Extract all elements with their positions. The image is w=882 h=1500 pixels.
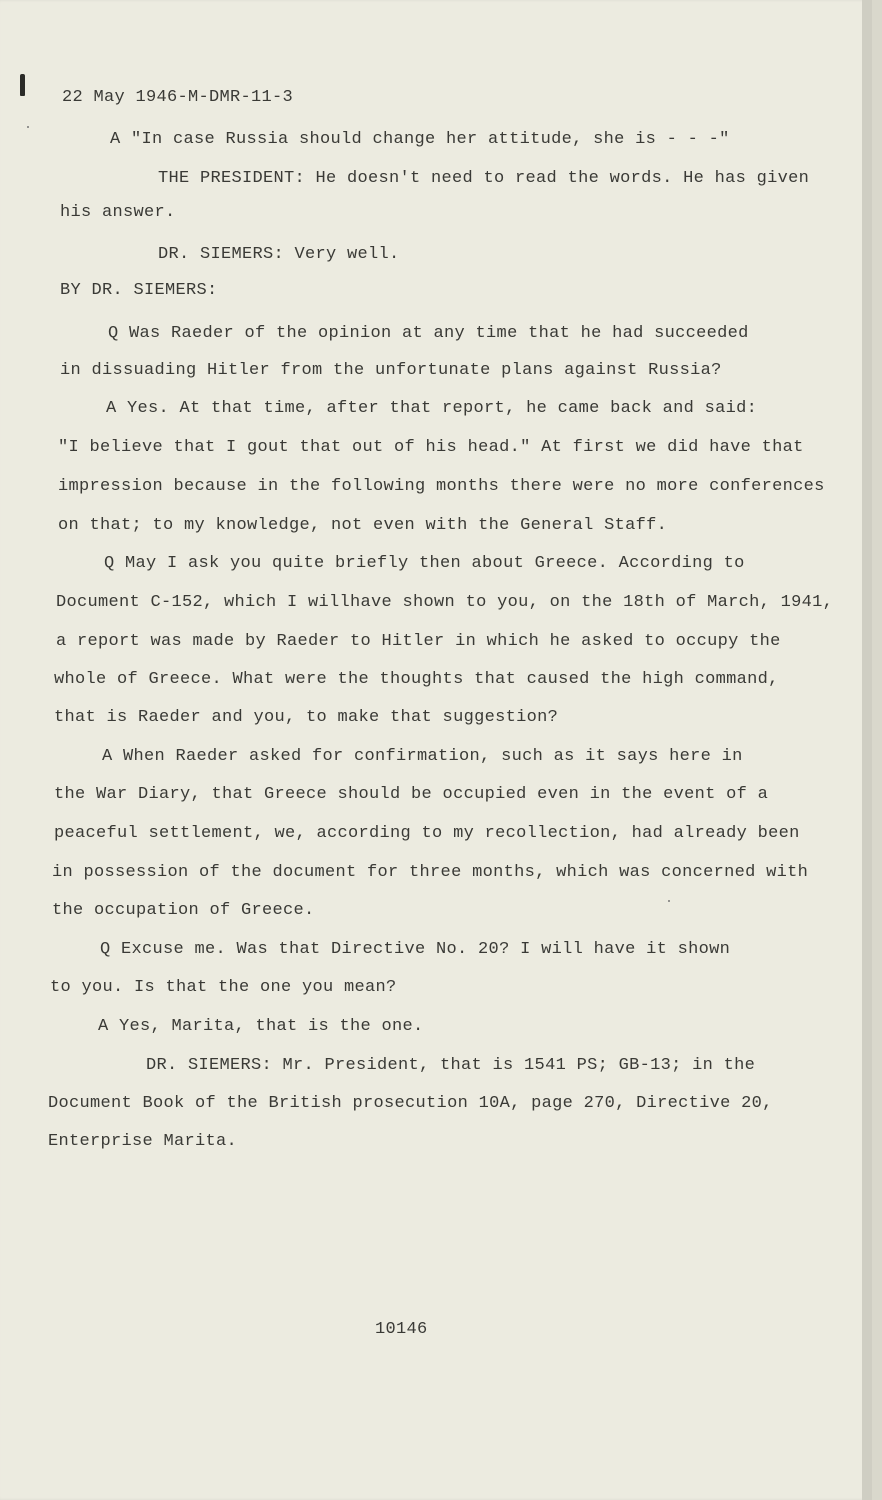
text-line: on that; to my knowledge, not even with the General Staff. [58,516,668,535]
text-line: A Yes, Marita, that is the one. [98,1017,424,1036]
text-line: the occupation of Greece. [52,901,315,920]
page-edge [862,0,872,1500]
text-line: A When Raeder asked for confirmation, such as it says here in [102,747,743,766]
ink-speck [27,126,29,128]
text-line: in possession of the document for three months, which was concerned with [52,863,809,882]
text-line: in dissuading Hitler from the unfortunate plans against Russia? [60,361,722,380]
text-line: his answer. [60,203,176,222]
text-line: peaceful settlement, we, according to my recollection, had already been [54,824,800,843]
text-line: "I believe that I gout that out of his head." At first we did have that [58,438,804,457]
text-line: the War Diary, that Greece should be occupied even in the event of a [54,785,769,804]
text-line: A "In case Russia should change her attitude, she is - - -" [110,130,730,149]
text-line: Q Excuse me. Was that Directive No. 20? I will have it shown [100,940,731,959]
text-line: Document C-152, which I willhave shown to you, on the 18th of March, 1941, [56,593,834,612]
text-line: BY DR. SIEMERS: [60,281,218,300]
ink-mark [20,74,25,96]
text-line: DR. SIEMERS: Very well. [158,245,400,264]
text-line: Document Book of the British prosecution 10A, page 270, Directive 20, [48,1094,773,1113]
ink-speck [668,900,670,902]
page-number: 10146 [375,1320,428,1339]
text-line: to you. Is that the one you mean? [50,978,397,997]
text-line: that is Raeder and you, to make that suggestion? [54,708,559,727]
text-line: Enterprise Marita. [48,1132,238,1151]
text-line: A Yes. At that time, after that report, he came back and said: [106,399,758,418]
text-line: DR. SIEMERS: Mr. President, that is 1541 PS; GB-13; in the [146,1056,756,1075]
text-line: Q May I ask you quite briefly then about Greece. According to [104,554,745,573]
text-line: a report was made by Raeder to Hitler in which he asked to occupy the [56,632,781,651]
text-line: whole of Greece. What were the thoughts that caused the high command, [54,670,779,689]
text-line: THE PRESIDENT: He doesn't need to read the words. He has given [158,169,810,188]
text-line: Q Was Raeder of the opinion at any time that he had succeeded [108,324,749,343]
document-reference: 22 May 1946-M-DMR-11-3 [62,88,294,107]
text-line: impression because in the following months there were no more conferences [58,477,825,496]
